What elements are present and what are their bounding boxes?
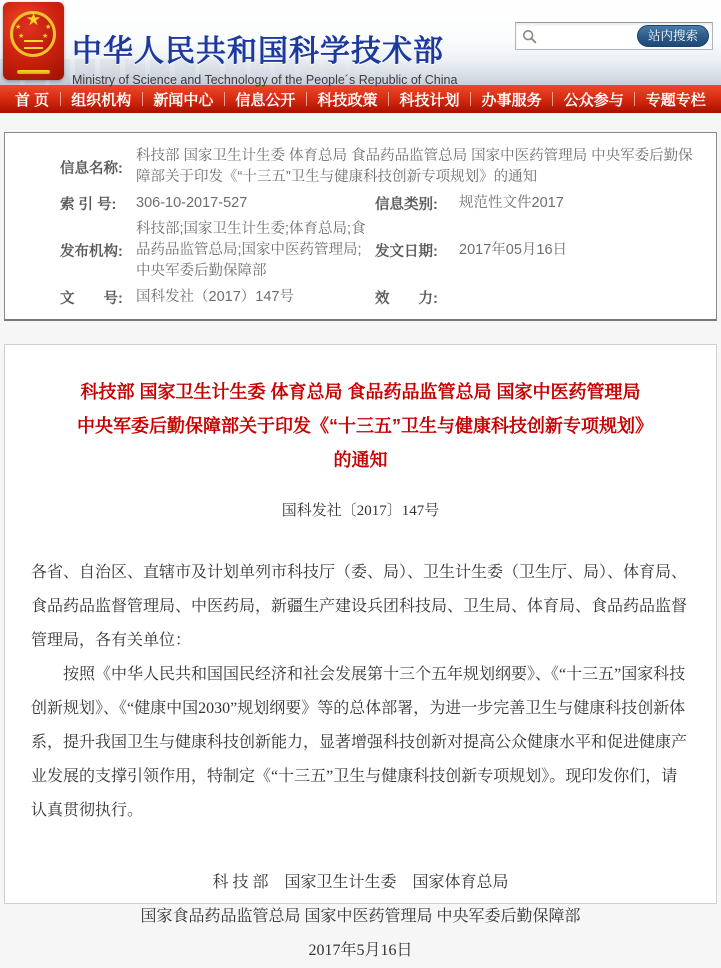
search-input[interactable] bbox=[537, 25, 637, 47]
nav-separator bbox=[306, 92, 307, 106]
document-info-panel bbox=[4, 132, 717, 321]
document-paragraph: 各省、自治区、直辖市及计划单列市科技厅（委、局）、卫生计生委（卫生厅、局）、体育局、食品药品监督管理局、中医药局，新疆生产建设兵团科技局、卫生局、体育局、食品药品监督管理局，各有关单位： bbox=[31, 564, 688, 649]
nav-item-public-participation[interactable]: 公众参与 bbox=[563, 91, 624, 109]
emblem-star-icon: ★ bbox=[42, 33, 49, 40]
info-publisher-value: 科技部;国家卫生计生委;体育总局;食品药品监管总局;国家中医药管理局;中央军委后勤保障部 bbox=[136, 221, 366, 279]
nav-item-sci-tech-programs[interactable]: 科技计划 bbox=[399, 91, 460, 109]
document-content-panel bbox=[4, 344, 717, 959]
nav-separator bbox=[470, 92, 471, 106]
info-index-label: 索 引 号: bbox=[60, 197, 117, 213]
signature-line-1: 科 技 部 国家卫生计生委 国家体育总局 bbox=[212, 874, 509, 891]
info-category-value: 规范性文件2017 bbox=[459, 195, 564, 211]
site-search-button[interactable]: 站内搜索 bbox=[637, 25, 709, 47]
search-box bbox=[515, 22, 713, 50]
document-body bbox=[31, 556, 690, 828]
nav-separator bbox=[224, 92, 225, 106]
nav-item-special-topics[interactable]: 专题专栏 bbox=[645, 91, 706, 109]
document-title: 科技部 国家卫生计生委 体育总局 食品药品监管总局 国家中医药管理局 中央军委后勤保障部关于印发《“十三五”卫生与健康科技创新专项规划》的通知 bbox=[77, 382, 644, 470]
document-signature-block bbox=[31, 866, 690, 968]
nav-separator bbox=[552, 92, 553, 106]
info-issue-date-label: 发文日期: bbox=[375, 244, 438, 260]
site-title: 中华人民共和国科学技术部 bbox=[72, 35, 444, 68]
nav-item-home[interactable]: 首 页 bbox=[15, 91, 50, 109]
info-name-label: 信息名称: bbox=[60, 160, 123, 177]
info-category-label: 信息类别: bbox=[375, 197, 438, 213]
emblem-star-icon: ★ bbox=[45, 24, 52, 31]
national-emblem-logo bbox=[3, 2, 64, 80]
signature-date: 2017年5月16日 bbox=[308, 942, 413, 959]
info-index-value: 306-10-2017-527 bbox=[136, 195, 248, 211]
info-doc-no-value: 国科发社（2017）147号 bbox=[136, 289, 294, 305]
nav-item-info-disclosure[interactable]: 信息公开 bbox=[235, 91, 296, 109]
emblem-gate bbox=[24, 40, 43, 49]
info-publisher-label: 发布机构: bbox=[60, 244, 123, 260]
nav-item-services[interactable]: 办事服务 bbox=[481, 91, 542, 109]
emblem-star-icon: ★ bbox=[18, 33, 25, 40]
nav-item-sci-tech-policy[interactable]: 科技政策 bbox=[317, 91, 378, 109]
nav-separator bbox=[142, 92, 143, 106]
info-name-value: 科技部 国家卫生计生委 体育总局 食品药品监管总局 国家中医药管理局 中央军委后勤保障部关于印发《“十三五”卫生与健康科技创新专项规划》的通知 bbox=[136, 148, 693, 185]
info-doc-no-label: 文 号: bbox=[60, 291, 123, 307]
site-subtitle-english: Ministry of Science and Technology of the People´s Republic of China bbox=[72, 73, 458, 87]
site-header bbox=[0, 0, 721, 85]
info-issue-date-value: 2017年05月16日 bbox=[459, 242, 568, 258]
nav-separator bbox=[388, 92, 389, 106]
nav-item-news-center[interactable]: 新闻中心 bbox=[153, 91, 214, 109]
emblem-star-icon: ★ bbox=[25, 10, 42, 29]
document-paragraph: 按照《中华人民共和国国民经济和社会发展第十三个五年规划纲要》、《“十三五”国家科技创新规划》、《“健康中国2030”规划纲要》等的总体部署，为进一步完善卫生与健康科技创新体系，提升我国卫生与健康科技创新能力，显著增强科技创新对提高公众健康水平和促进健康产业发展的支撑引领作用，特制定《“十三五”卫生与健康科技创新专项规划》。现印发你们，请认真贯彻执行。 bbox=[31, 666, 688, 819]
info-effect-label: 效 力: bbox=[375, 291, 438, 307]
nav-separator bbox=[60, 92, 61, 106]
search-icon bbox=[522, 29, 537, 44]
signature-line-2: 国家食品药品监管总局 国家中医药管理局 中央军委后勤保障部 bbox=[140, 908, 581, 925]
main-navigation bbox=[0, 85, 721, 113]
nav-item-organization[interactable]: 组织机构 bbox=[71, 91, 132, 109]
document-number: 国科发社〔2017〕147号 bbox=[281, 503, 440, 519]
nav-separator bbox=[634, 92, 635, 106]
emblem-base bbox=[17, 70, 50, 74]
emblem-star-icon: ★ bbox=[15, 24, 22, 31]
